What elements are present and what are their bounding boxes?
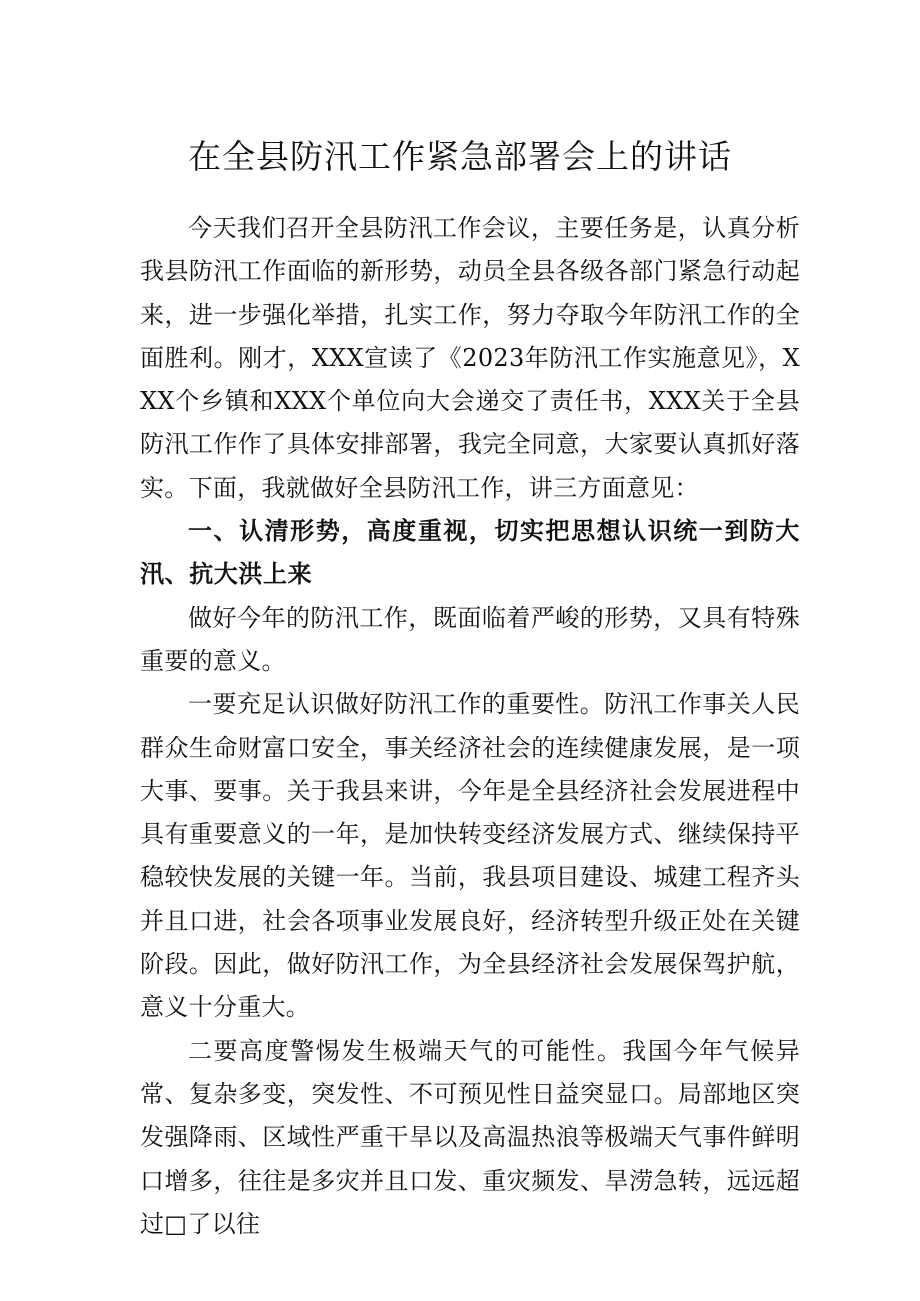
section-1-paragraph-1: 做好今年的防汛工作，既面临着严峻的形势，又具有特殊重要的意义。	[140, 603, 800, 675]
section-1-paragraph-2: 一要充足认识做好防汛工作的重要性。防汛工作事关人民群众生命财富口安全，事关经济社会的连续健康发展，是一项大事、要事。关于我县来讲，今年是全县经济社会发展进程中具有重要意义的一年，是加快转变经济发展方式、继续保持平稳较快发展的关键一年。当前，我县项目建设、城建工程齐头并且口进，社会各项事业发展良好，经济转型升级正处在关键阶段。因此，做好防汛工作，为全县经济社会发展保驾护航，意义十分重大。	[140, 690, 800, 1022]
section-1-paragraph-3: 二要高度警惕发生极端天气的可能性。我国今年气候异常、复杂多变，突发性、不可预见性日益突显口。局部地区突发强降雨、区域性严重干旱以及高温热浪等极端天气事件鲜明口增多，往往是多灾并且口发、重灾频发、旱涝急转，远远超过□了以往	[140, 1036, 800, 1238]
intro-paragraph: 今天我们召开全县防汛工作会议，主要任务是，认真分析我县防汛工作面临的新形势，动员全县各级各部门紧急行动起来，进一步强化举措，扎实工作，努力夺取今年防汛工作的全面胜利。刚才，XXX宣读了《2023年防汛工作实施意见》，XXX个乡镇和XXX个单位向大会递交了责任书，XXX关于全县防汛工作作了具体安排部署，我完全同意，大家要认真抓好落实。下面，我就做好全县防汛工作，讲三方面意见：	[140, 214, 800, 502]
document-body	[140, 207, 800, 1246]
page-title: 在全县防汛工作紧急部署会上的讲话	[188, 137, 732, 176]
section-heading-1: 一、认清形势，高度重视，切实把思想认识统一到防大汛、抗大洪上来	[140, 517, 800, 589]
